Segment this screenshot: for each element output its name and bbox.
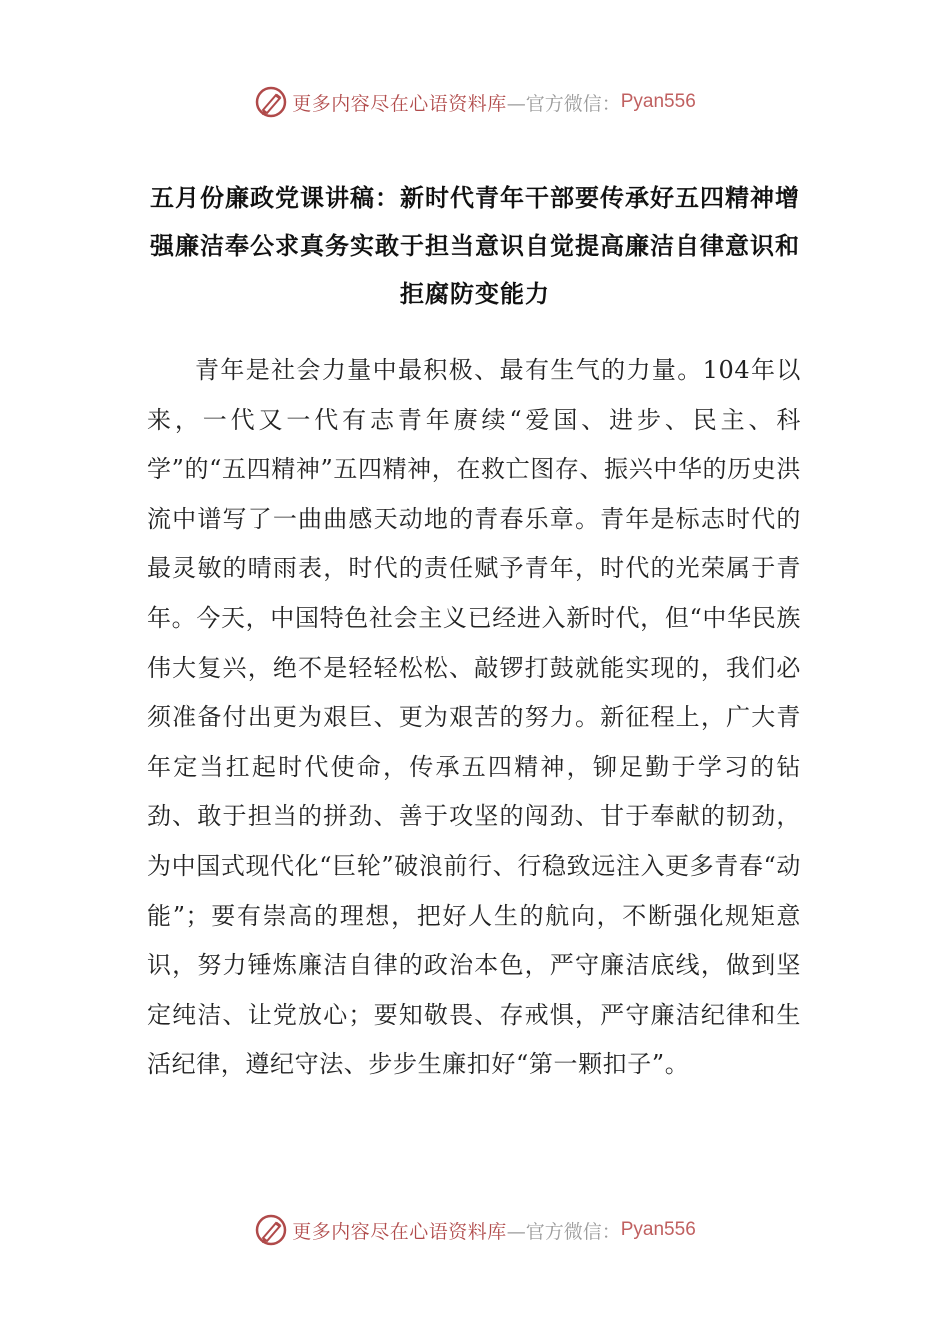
footer-banner <box>0 1210 950 1250</box>
pen-logo-icon <box>254 85 288 119</box>
footer-site-text: 更多内容尽在心语资料库 <box>292 1220 507 1243</box>
document-title: 五月份廉政党课讲稿：新时代青年干部要传承好五四精神增强廉洁奉公求真务实敢于担当意识自觉提高廉洁自律意识和拒腐防变能力 <box>150 184 800 308</box>
pen-logo-icon <box>254 1213 288 1247</box>
footer-wechat-id: Pyan556 <box>620 1219 696 1240</box>
body-paragraph: 青年是社会力量中最积极、最有生气的力量。104年以来，一代又一代有志青年赓续“爱国、进步、民主、科学”的“五四精神”五四精神，在救亡图存、振兴中华的历史洪流中谱写了一曲曲感天动地的青春乐章。青年是标志时代的最灵敏的晴雨表，时代的责任赋予青年，时代的光荣属于青年。今天，中国特色社会主义已经进入新时代，但“中华民族伟大复兴，绝不是轻轻松松、敲锣打鼓就能实现的，我们必须准备付出更为艰巨、更为艰苦的努力。新征程上，广大青年定当扛起时代使命，传承五四精神，铆足勤于学习的钻劲、敢于担当的拼劲、善于攻坚的闯劲、甘于奉献的韧劲，为中国式现代化“巨轮”破浪前行、行稳致远注入更多青春“动能”；要有崇高的理想，把好人生的航向，不断强化规矩意识，努力锤炼廉洁自律的政治本色，严守廉洁底线，做到坚定纯洁、让党放心；要知敬畏、存戒惧，严守廉洁纪律和生活纪律，遵纪守法、步步生廉扣好“第一颗扣子”。 <box>147 356 801 1079</box>
header-wechat-id: Pyan556 <box>620 91 696 112</box>
header-banner <box>0 82 950 122</box>
footer-separator-text: —官方微信： <box>506 1220 621 1243</box>
header-separator-text: —官方微信： <box>506 92 621 115</box>
header-site-text: 更多内容尽在心语资料库 <box>292 92 507 115</box>
